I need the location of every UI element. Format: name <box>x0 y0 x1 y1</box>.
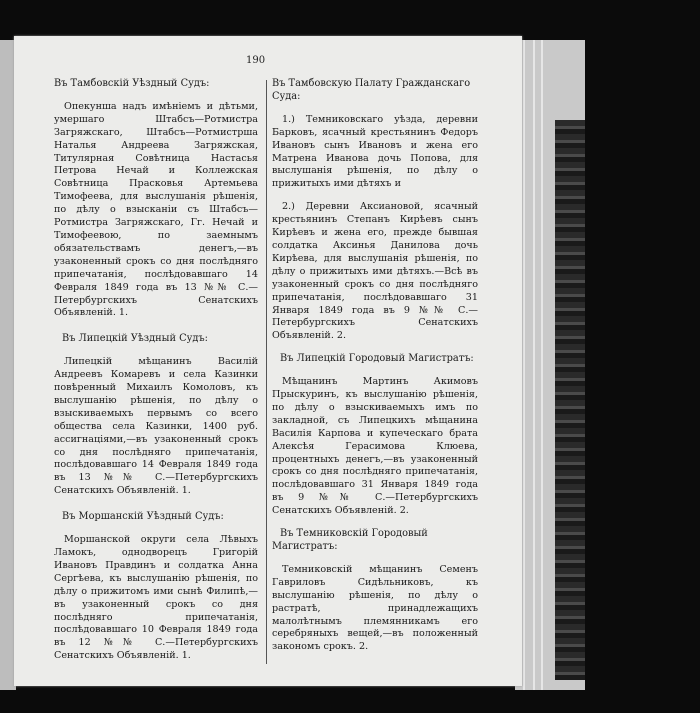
notice-text: Опекунша надъ имѣніемъ и дѣтьми, умершаго Штабсъ—Ротмистра Загряжскаго, Штабсъ—Ротмистрша Наталья Андреева Загряжская, Титулярная Совѣтница Настасья Петрова Нечай и Коллежская Совѣтница Прасковья Артемьева Тимофеева, для выслушанія рѣшенія, по дѣлу о взысканіи съ Штабсъ—Ротмистра Загряжскаго, Гг. Нечай и Тимофеевою, по заемнымъ обязательствамъ денегъ,—въ узаконенный срокъ со дня послѣдняго припечатанія, послѣдовавшаго 14 Февраля 1849 года въ 13 №№ С.—Петербургскихъ Сенатскихъ Объявленій. 1. <box>54 100 258 319</box>
notice-text: 2.) Деревни Аксиановой, ясачный крестьянинъ Степанъ Кирѣевъ сынъ Кирѣевъ и жена его, прежде бывшая солдатка Аксинья Данилова дочь Кирѣева, для выслушанія рѣшенія, по дѣлу о прижитыхъ ими дѣтяхъ.—Всѣ въ узаконенный срокъ со дня послѣдняго припечатанія, послѣдовавшаго 31 Января 1849 года въ 9 №№ С.—Петербургскихъ Сенатскихъ Объявленій. 2. <box>272 201 478 342</box>
section-heading: Въ Темниковскій Городовый Магистратъ: <box>272 528 428 552</box>
right-column <box>272 78 478 664</box>
book-page <box>14 36 522 686</box>
section-heading: Въ Тамбовскій Уѣздный Судъ: <box>54 78 210 89</box>
book-binding <box>555 120 585 680</box>
page-number: 190 <box>246 55 266 66</box>
notice-text: Моршанской округи села Лѣвыхъ Ламокъ, однодворецъ Григорій Ивановъ Правдинъ и солдатка Анна Сергѣева, къ выслушанію рѣшенія, по дѣлу о прижитомъ ими сынѣ Филипѣ,—въ узаконенный срокъ со дня послѣдняго припечатанія, послѣдовавшаго 10 Февраля 1849 года въ 12 №№ С.—Петербургскихъ Сенатскихъ Объявленій. 1. <box>54 534 258 662</box>
notice-section <box>272 78 478 343</box>
notice-section <box>54 511 258 663</box>
section-heading: Въ Тамбовскую Палату Гражданскаго Суда: <box>272 78 471 102</box>
notice-section <box>272 353 478 518</box>
notice-text: Мѣщанинъ Мартинъ Акимовъ Прыскуринъ, къ выслушанію рѣшенія, по дѣлу о взыскиваемыхъ имъ по закладной, съ Липецкихъ мѣщанина Василія Карпова и купеческаго брата Алексѣя Герасимова Клюева, процентныхъ денегъ,—въ узаконенный срокъ со дня послѣдняго припечатанія, послѣдовавшаго 31 Января 1849 года въ 9 №№ С.—Петербургскихъ Сенатскихъ Объявленій. 2. <box>272 376 478 517</box>
section-heading: Въ Липецкій Уѣздный Судъ: <box>62 333 208 345</box>
notice-text: 1.) Темниковскаго уѣзда, деревни Барковъ, ясачный крестьянинъ Федоръ Ивановъ сынъ Ивановъ и жена его Матрена Иванова дочь Попова, для выслушанія рѣшенія, по дѣлу о прижитыхъ ими дѣтяхъ и <box>272 113 478 190</box>
section-heading: Въ Липецкій Городовый Магистратъ: <box>280 353 474 365</box>
notice-section <box>54 333 258 498</box>
section-heading: Въ Моршанскій Уѣздный Судъ: <box>62 511 224 523</box>
left-column <box>54 78 258 676</box>
notice-text: Липецкій мѣщанинъ Василій Андреевъ Комаревъ и села Казинки повѣренный Михаилъ Комоловъ, къ выслушанію рѣшенія, по дѣлу о взыскиваемыхъ первымъ со всего общества села Казинки, 1400 руб. ассигнаціями,—въ узаконенный срокъ со дня послѣдняго припечатанія, послѣдовавшаго 14 Февраля 1849 года въ 13 №№ С.—Петербургскихъ Сенатскихъ Объявленій. 1. <box>54 356 258 497</box>
notice-section <box>54 78 258 320</box>
notice-text: Темниковскій мѣщанинъ Семенъ Гавриловъ Сидѣльниковъ, къ выслушанію рѣшенія, по дѣлу о растратѣ, принадлежащихъ малолѣтнымъ племянникамъ его серебряныхъ вещей,—въ положенный закономъ срокъ. 2. <box>272 563 478 653</box>
notice-section <box>272 528 478 654</box>
column-divider <box>266 80 267 664</box>
